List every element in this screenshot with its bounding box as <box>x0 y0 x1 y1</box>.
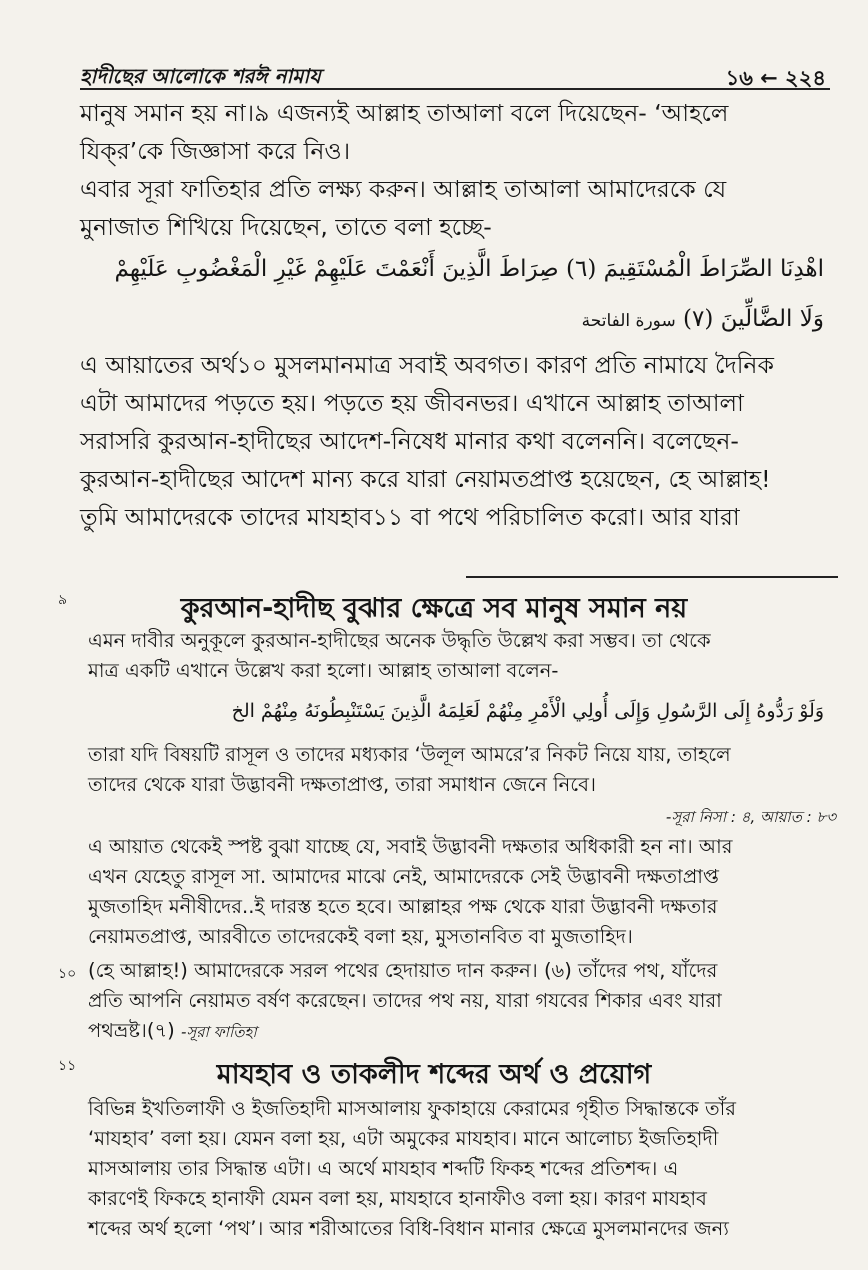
footnote-line: বিভিন্ন ইখতিলাফী ও ইজতিহাদী মাসআলায় ফুকাহায়ে কেরামের গৃহীত সিদ্ধান্তকে তাঁর <box>88 1097 736 1120</box>
body-line: সরাসরি কুরআন-হাদীছের আদেশ-নিষেধ মানার কথা বলেননি। বলেছেন- <box>80 427 739 455</box>
page-header <box>80 62 830 90</box>
body-line: মানুষ সমান হয় না।৯ এজন্যই আল্লাহ তাআলা বলে দিয়েছেন- ‘আহলে <box>80 99 729 127</box>
footnote-line: (হে আল্লাহ!) আমাদেরকে সরল পথের হেদায়াত দান করুন। (৬) তাঁদের পথ, যাঁদের <box>88 959 718 982</box>
footnote-text <box>88 1094 838 1244</box>
footnote-line: কারণেই ফিকহে হানাফী যেমন বলা হয়, মাযহাবে হানাফীও বলা হয়। কারণ মাযহাব <box>88 1187 707 1210</box>
page-number: ১৬ ← ২২৪ <box>725 66 826 90</box>
body-text-2 <box>80 346 830 536</box>
arabic-verse-line-end <box>582 306 824 332</box>
footnote-line: প্রতি আপনি নেয়ামত বর্ষণ করেছেন। তাদের পথ নয়, যারা গযবের শিকার এবং যারা <box>88 989 722 1012</box>
body-line: কুরআন-হাদীছের আদেশ মান্য করে যারা নেয়ামতপ্রাপ্ত হয়েছেন, হে আল্লাহ! <box>80 465 771 493</box>
footnote-line: এখন যেহেতু রাসূল সা. আমাদের মাঝে নেই, আমাদেরকে সেই উদ্ভাবনী দক্ষতাপ্রাপ্ত <box>88 865 719 888</box>
footnote-text <box>88 956 838 1047</box>
footnote-heading: কুরআন-হাদীছ বুঝার ক্ষেত্রে সব মানুষ সমান নয় <box>180 593 688 624</box>
arabic-source: سورة الفاتحة <box>581 311 676 331</box>
footnote-heading: মাযহাব ও তাকলীদ শব্দের অর্থ ও প্রয়োগ <box>216 1059 652 1090</box>
footnote-line: মাত্র একটি এখানে উল্লেখ করা হলো। আল্লাহ তাআলা বলেন- <box>88 659 559 682</box>
footnote-separator <box>466 576 838 578</box>
footnote-line: নেয়ামতপ্রাপ্ত, আরবীতে তাদেরকেই বলা হয়, মুসতানবিত বা মুজতাহিদ। <box>88 925 633 948</box>
footnote-line: তাদের থেকে যারা উদ্ভাবনী দক্ষতাপ্রাপ্ত, তারা সমাধান জেনে নিবে। <box>88 773 596 796</box>
footnote-marker: ১০ <box>58 966 77 982</box>
body-line: তুমি আমাদেরকে তাদের মাযহাব১১ বা পথে পরিচালিত করো। আর যারা <box>80 503 740 531</box>
footnote-line: এ আয়াত থেকেই স্পষ্ট বুঝা যাচ্ছে যে, সবাই উদ্ভাবনী দক্ষতার অধিকারী হন না। আর <box>88 835 733 858</box>
running-title: হাদীছের আলোকে শরঈ নামায <box>80 64 321 88</box>
footnote-marker: ১১ <box>58 1058 77 1074</box>
footnote-line: ‘মাযহাব’ বলা হয়। যেমন বলা হয়, এটা অমুকের মাযহাব। মানে আলোচ্য ইজতিহাদী <box>88 1127 719 1150</box>
arabic-verse-line: اهْدِنَا الصِّرَاطَ الْمُسْتَقِيمَ (٦) صِرَاطَ الَّذِينَ أَنْعَمْتَ عَلَيْهِمْ غَيْرِ الْمَغْضُوبِ عَلَيْهِمْ <box>114 256 824 282</box>
body-line: মুনাজাত শিখিয়ে দিয়েছেন, তাতে বলা হচ্ছে- <box>80 213 492 241</box>
footnote-text <box>88 832 838 952</box>
footnote-marker: ৯ <box>58 592 68 608</box>
body-line: এ আয়াতের অর্থ১০ মুসলমানমাত্র সবাই অবগত। কারণ প্রতি নামাযে দৈনিক <box>80 351 774 379</box>
footnote-text <box>88 740 838 800</box>
body-line: এবার সূরা ফাতিহার প্রতি লক্ষ্য করুন। আল্লাহ তাআলা আমাদেরকে যে <box>80 175 727 203</box>
body-line: যিক্‌র’কে জিজ্ঞাসা করে নিও। <box>80 137 351 165</box>
footnote-text <box>88 626 838 686</box>
footnote-line: মুজতাহিদ মনীষীদের..ই দারস্ত হতে হবে। আল্লাহর পক্ষ থেকে যারা উদ্ভাবনী দক্ষতার <box>88 895 718 918</box>
footnote-line: মাসআলায় তার সিদ্ধান্ত এটা। এ অর্থে মাযহাব শব্দটি ফিকহ শব্দের প্রতিশব্দ। এ <box>88 1157 679 1180</box>
arabic-verse-text: وَلَا الضَّالِّينَ (٧) <box>683 306 824 332</box>
footnote-line-last <box>88 1016 838 1047</box>
footnote-source: -সূরা ফাতিহা <box>180 1023 257 1041</box>
footnote-line: এমন দাবীর অনুকূলে কুরআন-হাদীছের অনেক উদ্ধৃতি উল্লেখ করা সম্ভব। তা থেকে <box>88 629 711 652</box>
footnote-line: তারা যদি বিষয়টি রাসূল ও তাদের মধ্যকার ‘উলূল আমরে’র নিকট নিয়ে যায়, তাহলে <box>88 743 731 766</box>
body-line: এটা আমাদের পড়তে হয়। পড়তে হয় জীবনভর। এখানে আল্লাহ তাআলা <box>80 389 744 417</box>
body-text <box>80 94 830 246</box>
footnote-line: শব্দের অর্থ হলো ‘পথ’। আর শরীআতের বিধি-বিধান মানার ক্ষেত্রে মুসলমানদের জন্য <box>88 1217 729 1240</box>
footnote-arabic-verse: وَلَوْ رَدُّوهُ إِلَى الرَّسُولِ وَإِلَى أُولِي الْأَمْرِ مِنْهُمْ لَعَلِمَهُ الَّذِينَ يَسْتَنْبِطُونَهُ مِنْهُمْ الخ <box>231 700 824 722</box>
footnote-source: -সূরা নিসা : ৪, আয়াত : ৮৩ <box>665 808 836 826</box>
footnote-line-text: পথভ্রষ্ট।(৭) <box>88 1019 175 1042</box>
